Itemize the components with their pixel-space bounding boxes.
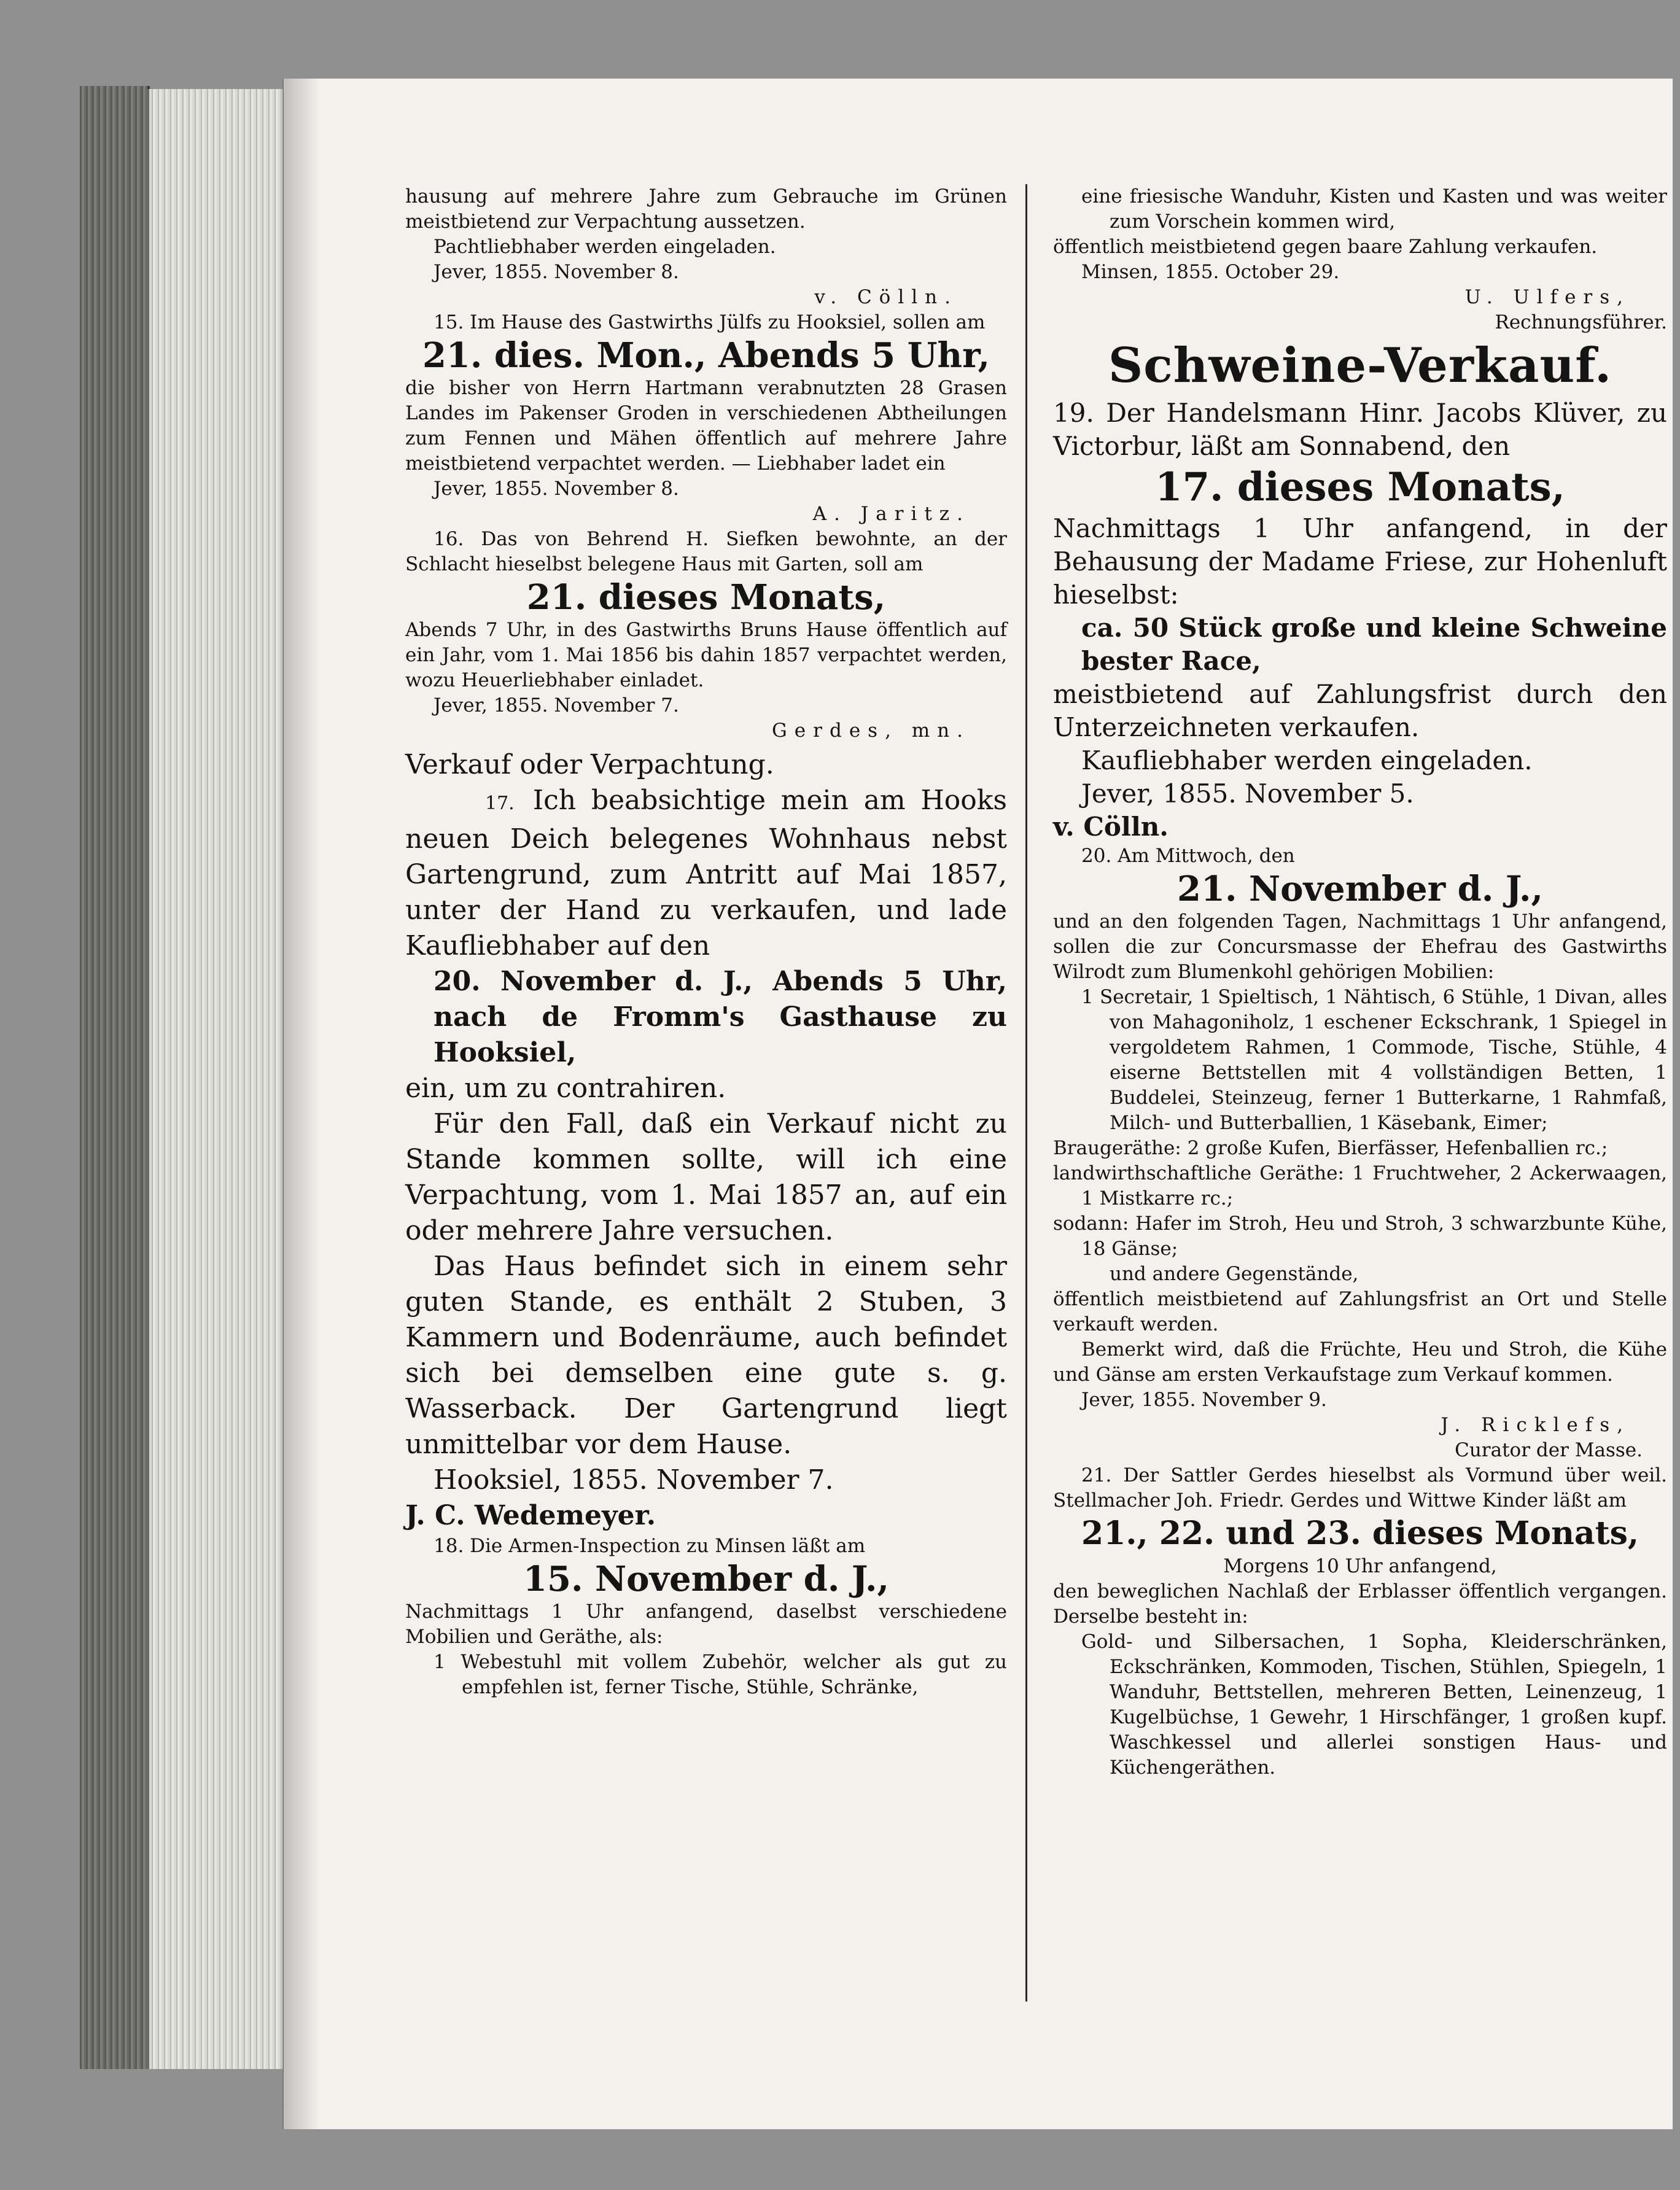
notice-19-title: Schweine-Verkauf. bbox=[1108, 338, 1612, 394]
place-date: Jever, 1855. November 7. bbox=[434, 694, 679, 716]
notice-20-list: und andere Gegenstände, bbox=[1110, 1263, 1359, 1285]
signature: Gerdes, mn. bbox=[772, 720, 970, 742]
place-date: Jever, 1855. November 8. bbox=[434, 261, 679, 283]
notice-17-body bbox=[405, 783, 1007, 964]
page-edges bbox=[147, 89, 290, 2069]
notice-15-date: 21. dies. Mon., Abends 5 Uhr, bbox=[422, 335, 990, 376]
notice-20-remark: Bemerkt wird, daß die Früchte, Heu und Stroh, die Kühe und Gänse am ersten Verkaufstage zum Verkauf kommen. bbox=[1053, 1338, 1667, 1386]
notice-21-date: 21., 22. und 23. dieses Monats, bbox=[1081, 1515, 1639, 1552]
column-rule bbox=[1025, 184, 1027, 2002]
notice-17-lease: Für den Fall, daß ein Verkauf nicht zu Stande kommen sollte, will ich eine Verpachtung, vom 1. Mai 1857 an, auf ein oder mehrere Jahre versuchen. bbox=[405, 1108, 1007, 1246]
notice-17-contract: ein, um zu contrahiren. bbox=[405, 1073, 726, 1104]
notice-19-date: 17. dieses Monats, bbox=[1155, 464, 1565, 510]
signature-title: Rechnungsführer. bbox=[1495, 311, 1667, 333]
notice-18-items: 1 Webestuhl mit vollem Zubehör, welcher als gut zu empfehlen ist, ferner Tische, Stühle, Schränke, bbox=[434, 1651, 1007, 1698]
notice-17-house: Das Haus befindet sich in einem sehr guten Stande, es enthält 2 Stuben, 3 Kammern und Bodenräume, auch befindet sich bei demselben eine gute s. g. Wasserback. Der Gartengrund liegt unmittelbar vor dem Hause. bbox=[405, 1251, 1007, 1460]
notice-15-body: die bisher von Herrn Hartmann verabnutzten 28 Grasen Landes im Pakenser Groden in verschiedenen Abtheilungen zum Fennen und Mähen öffentlich auf mehrere Jahre meistbietend verpachtet werden. — Liebhaber ladet ein bbox=[405, 377, 1007, 475]
notice-18-items-cont: eine friesische Wanduhr, Kisten und Kasten und was weiter zum Vorschein kommen wird, bbox=[1081, 185, 1667, 233]
book-spine bbox=[80, 86, 150, 2069]
right-column bbox=[1053, 184, 1667, 1780]
notice-21-body: den beweglichen Nachlaß der Erblasser öffentlich vergangen. Derselbe besteht in: bbox=[1053, 1580, 1667, 1628]
text-line: hausung auf mehrere Jahre zum Gebrauche im Grünen meistbietend zur Verpachtung aussetzen. bbox=[405, 185, 1007, 233]
notice-20-list: sodann: Hafer im Stroh, Heu und Stroh, 3 schwarzbunte Kühe, 18 Gänse; bbox=[1053, 1213, 1667, 1260]
notice-20-list: landwirthschaftliche Geräthe: 1 Fruchtweher, 2 Ackerwaagen, 1 Mistkarre rc.; bbox=[1053, 1162, 1667, 1210]
notice-17-date: 20. November d. J., Abends 5 Uhr, nach de Fromm's Gasthause zu Hooksiel, bbox=[434, 966, 1007, 1068]
signature: v. Cölln. bbox=[1053, 812, 1169, 842]
notice-16-date: 21. dieses Monats, bbox=[526, 577, 886, 618]
place-date: Jever, 1855. November 8. bbox=[434, 478, 679, 500]
signature: U. Ulfers, bbox=[1464, 286, 1630, 308]
text-line: Kaufliebhaber werden eingeladen. bbox=[1081, 745, 1533, 775]
text-line: öffentlich meistbietend gegen baare Zahlung verkaufen. bbox=[1053, 236, 1598, 258]
signature-title: Curator der Masse. bbox=[1455, 1439, 1643, 1461]
notice-20-date: 21. November d. J., bbox=[1177, 869, 1543, 909]
notice-20-body: und an den folgenden Tagen, Nachmittags 1 Uhr anfangend, sollen die zur Concursmasse der Ehefrau des Gastwirths Wilrodt zum Blumenkohl gehörigen Mobilien: bbox=[1053, 911, 1667, 983]
notice-19-terms: meistbietend auf Zahlungsfrist durch den Unterzeichneten verkaufen. bbox=[1053, 679, 1667, 742]
text-line: Pachtliebhaber werden eingeladen. bbox=[434, 236, 776, 258]
left-column bbox=[405, 184, 1007, 1700]
signature: v. Cölln. bbox=[814, 286, 958, 308]
notice-19-time: Nachmittags 1 Uhr anfangend, in der Behausung der Madame Friese, zur Hohenluft hieselbst: bbox=[1053, 513, 1667, 610]
place-date: Minsen, 1855. October 29. bbox=[1081, 261, 1340, 283]
notice-19-goods: ca. 50 Stück große und kleine Schweine bester Race, bbox=[1081, 613, 1667, 676]
notice-20-list: Braugeräthe: 2 große Kufen, Bierfässer, Hefenballien rc.; bbox=[1053, 1137, 1608, 1159]
notice-20-intro: 20. Am Mittwoch, den bbox=[1081, 845, 1295, 867]
notice-19-intro: 19. Der Handelsmann Hinr. Jacobs Klüver, zu Victorbur, läßt am Sonnabend, den bbox=[1053, 398, 1667, 461]
notice-number: 17. bbox=[485, 793, 515, 814]
signature: A. Jaritz. bbox=[812, 503, 970, 525]
notice-21-time: Morgens 10 Uhr anfangend, bbox=[1223, 1555, 1497, 1577]
notice-18-date: 15. November d. J., bbox=[523, 1559, 889, 1599]
notice-16-intro: 16. Das von Behrend H. Siefken bewohnte, an der Schlacht hieselbst belegene Haus mit Garten, soll am bbox=[405, 528, 1007, 575]
notice-21-intro: 21. Der Sattler Gerdes hieselbst als Vormund über weil. Stellmacher Joh. Friedr. Gerdes und Wittwe Kinder läßt am bbox=[1053, 1464, 1667, 1512]
place-date: Hooksiel, 1855. November 7. bbox=[434, 1464, 834, 1496]
notice-17-title: Verkauf oder Verpachtung. bbox=[405, 749, 774, 780]
notice-21-list: Gold- und Silbersachen, 1 Sopha, Kleiderschränken, Eckschränken, Kommoden, Tischen, Stühlen, Spiegeln, 1 Wanduhr, Bettstellen, mehreren Betten, Leinenzeug, 1 Kugelbüchse, 1 Gewehr, 1 Hirschfänger, 1 großen kupf. Waschkessel und allerlei sonstigen Haus- und Küchengeräthen. bbox=[1081, 1631, 1667, 1779]
gutter-shadow bbox=[282, 79, 319, 2129]
signature: J. Ricklefs, bbox=[1441, 1414, 1630, 1436]
place-date: Jever, 1855. November 9. bbox=[1081, 1389, 1327, 1411]
notice-18-intro: 18. Die Armen-Inspection zu Minsen läßt am bbox=[434, 1535, 866, 1557]
place-date: Jever, 1855. November 5. bbox=[1081, 779, 1414, 809]
notice-16-body: Abends 7 Uhr, in des Gastwirths Bruns Hause öffentlich auf ein Jahr, vom 1. Mai 1856 bis dahin 1857 verpachtet werden, wozu Heuerliebhaber einladet. bbox=[405, 619, 1007, 691]
notice-15-intro: 15. Im Hause des Gastwirths Jülfs zu Hooksiel, sollen am bbox=[434, 311, 986, 333]
notice-20-list: 1 Secretair, 1 Spieltisch, 1 Nähtisch, 6 Stühle, 1 Divan, alles von Mahagoniholz, 1 eschener Eckschrank, 1 Spiegel in vergoldetem Rahmen, 1 Commode, Tische, Stühle, 4 eiserne Bettstellen mit 4 vollständigen Betten, 1 Buddelei, Steinzeug, ferner 1 Butterkarne, 1 Rahmfaß, Milch- und Butterballien, 1 Käsebank, Eimer; bbox=[1081, 986, 1667, 1134]
notice-17-text: Ich beabsichtige mein am Hooks neuen Deich belegenes Wohnhaus nebst Gartengrund, zum Antritt auf Mai 1857, unter der Hand zu verkaufen, und lade Kaufliebhaber auf den bbox=[405, 785, 1007, 961]
notice-18-body: Nachmittags 1 Uhr anfangend, daselbst verschiedene Mobilien und Geräthe, als: bbox=[405, 1601, 1007, 1648]
notice-20-terms: öffentlich meistbietend auf Zahlungsfrist an Ort und Stelle verkauft werden. bbox=[1053, 1288, 1667, 1335]
signature: J. C. Wedemeyer. bbox=[405, 1500, 656, 1531]
